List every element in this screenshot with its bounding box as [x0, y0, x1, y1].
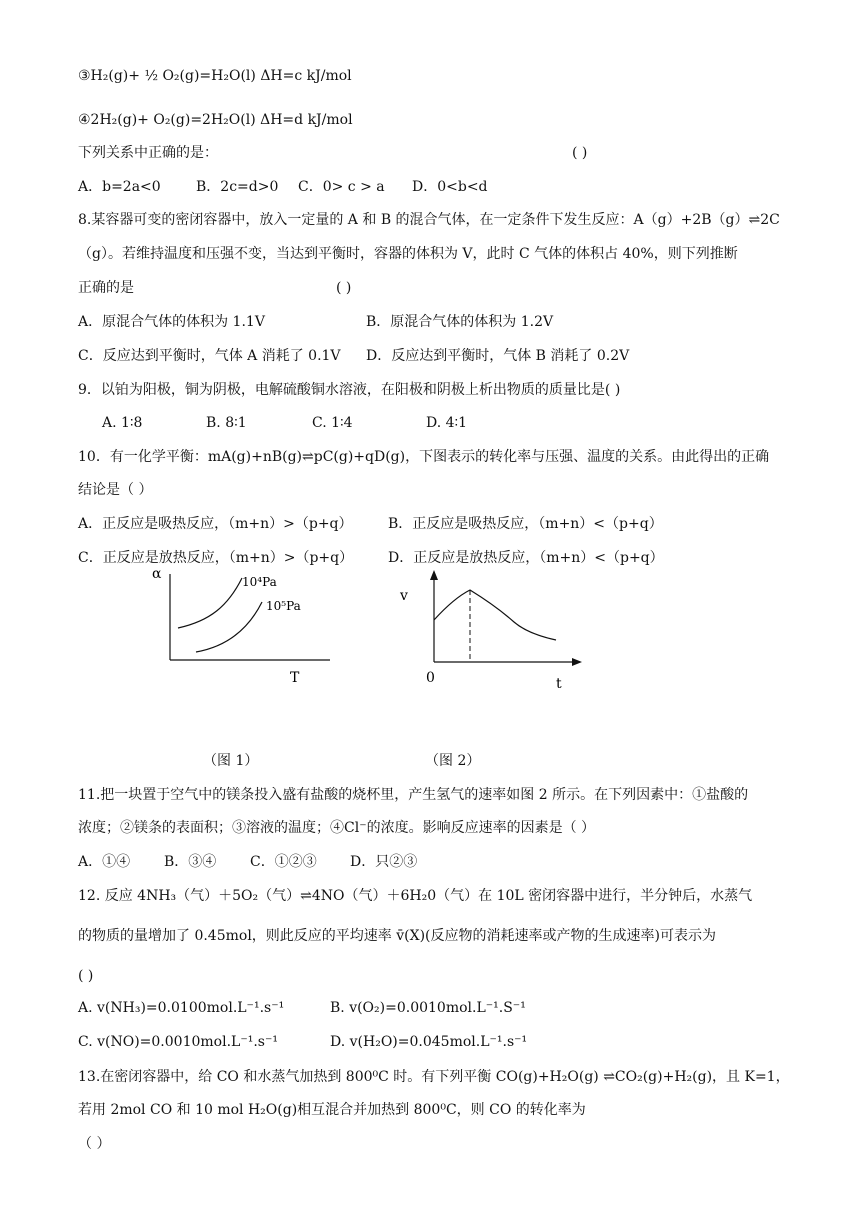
q12-stem-line-2: 的物质的量增加了 0.45mol，则此反应的平均速率 v̄(X)(反应物的消耗速率或产物的生成速率)可表示为 [78, 928, 716, 944]
fig2-y-axis-arrow [430, 570, 438, 580]
q8-stem-line-3: 正确的是 [78, 280, 134, 296]
fig1-x-label: T [290, 670, 300, 686]
fig1-curve-label-bottom: 10⁵Pa [266, 599, 301, 613]
q8-option-a: A．原混合气体的体积为 1.1V [78, 314, 265, 330]
figure-1-graph [150, 566, 340, 686]
q8-option-c: C．反应达到平衡时，气体 A 消耗了 0.1V [78, 348, 341, 364]
q9-option-d: D. 4∶1 [426, 415, 468, 431]
q7-option-a: A．b=2a<0 [78, 179, 161, 195]
q7-stem: 下列关系中正确的是： [78, 145, 218, 161]
q8-option-d: D．反应达到平衡时，气体 B 消耗了 0.2V [366, 348, 630, 364]
q10-stem-line-1: 10．有一化学平衡：mA(g)+nB(g)⇌pC(g)+qD(g)，下图表示的转化率与压强、温度的关系。由此得出的正确 [78, 449, 770, 465]
q12-option-b: B. v(O₂)=0.0010mol.L⁻¹.S⁻¹ [330, 1000, 526, 1016]
fig2-y-label: v [400, 588, 408, 604]
q10-option-a: A．正反应是吸热反应，（m+n）>（p+q） [78, 516, 353, 532]
q12-option-c: C. v(NO)=0.0010mol.L⁻¹.s⁻¹ [78, 1034, 278, 1050]
fig2-rate-curve [434, 590, 556, 640]
q7-option-c: C．0> c > a [298, 179, 385, 195]
fig2-x-axis-arrow [572, 658, 582, 666]
fig1-curve-10e5pa [196, 602, 262, 652]
q9-option-b: B. 8∶1 [206, 415, 247, 431]
q8-option-b: B．原混合气体的体积为 1.2V [366, 314, 554, 330]
fig2-origin-label: 0 [426, 670, 435, 686]
q10-option-c: C．正反应是放热反应，（m+n）>（p+q） [78, 550, 354, 566]
fig1-y-label: α [152, 566, 162, 582]
q11-stem-line-2: 浓度；②镁条的表面积；③溶液的温度；④Cl⁻的浓度。影响反应速率的因素是（ ） [78, 820, 596, 836]
q13-answer-bracket: （ ） [78, 1136, 111, 1152]
q11-option-c: C．①②③ [250, 854, 317, 870]
q11-option-d: D．只②③ [350, 854, 418, 870]
q7-option-b: B．2c=d>0 [196, 179, 279, 195]
q7-equation-3: ③H₂(g)+ ½ O₂(g)=H₂O(l) ΔH=c kJ/mol [78, 68, 352, 84]
q11-option-b: B．③④ [164, 854, 217, 870]
q12-option-d: D. v(H₂O)=0.045mol.L⁻¹.s⁻¹ [330, 1034, 528, 1050]
q7-equation-4: ④2H₂(g)+ O₂(g)=2H₂O(l) ΔH=d kJ/mol [78, 112, 353, 128]
q8-stem-line-1: 8.某容器可变的密闭容器中，放入一定量的 A 和 B 的混合气体，在一定条件下发生反应：A（g）+2B（g）⇌2C [78, 212, 780, 228]
q8-stem-line-2: （g）。若维持温度和压强不变，当达到平衡时，容器的体积为 V，此时 C 气体的体积占 40%，则下列推断 [78, 246, 738, 262]
q10-option-b: B．正反应是吸热反应，（m+n）<（p+q） [388, 516, 663, 532]
q8-answer-bracket: ( ) [336, 280, 352, 296]
q10-stem-line-2: 结论是（ ） [78, 482, 153, 498]
q13-stem-line-1: 13.在密闭容器中，给 CO 和水蒸气加热到 800⁰C 时。有下列平衡 CO(g)+H₂O(g) ⇌CO₂(g)+H₂(g)，且 K=1， [78, 1069, 790, 1085]
q7-option-d: D．0<b<d [412, 179, 488, 195]
q9-option-c: C. 1∶4 [312, 415, 353, 431]
q11-option-a: A．①④ [78, 854, 131, 870]
fig1-curve-10e4pa [178, 578, 242, 628]
figure-2-graph [396, 566, 596, 690]
q10-option-d: D．正反应是放热反应，（m+n）<（p+q） [388, 550, 664, 566]
q12-option-a: A. v(NH₃)=0.0100mol.L⁻¹.s⁻¹ [78, 1000, 285, 1016]
q12-answer-bracket: ( ) [78, 968, 94, 984]
q11-stem-line-1: 11.把一块置于空气中的镁条投入盛有盐酸的烧杯里，产生氢气的速率如图 2 所示。在下列因素中：①盐酸的 [78, 787, 749, 803]
fig1-curve-label-top: 10⁴Pa [242, 575, 277, 589]
q9-option-a: A. 1∶8 [102, 415, 143, 431]
q12-stem-line-1: 12. 反应 4NH₃（气）＋5O₂（气）⇌4NO（气）＋6H₂0（气）在 10L 密闭容器中进行，半分钟后，水蒸气 [78, 888, 753, 904]
q9-stem: 9．以铂为阳极，铜为阴极，电解硫酸铜水溶液，在阳极和阴极上析出物质的质量比是( ) [78, 382, 621, 398]
figure-2-caption: （图 2） [425, 753, 481, 769]
q7-answer-bracket: ( ) [572, 145, 588, 161]
figure-1-caption: （图 1） [203, 753, 259, 769]
q13-stem-line-2: 若用 2mol CO 和 10 mol H₂O(g)相互混合并加热到 800⁰C，则 CO 的转化率为 [78, 1102, 586, 1118]
fig2-x-label: t [556, 676, 562, 690]
